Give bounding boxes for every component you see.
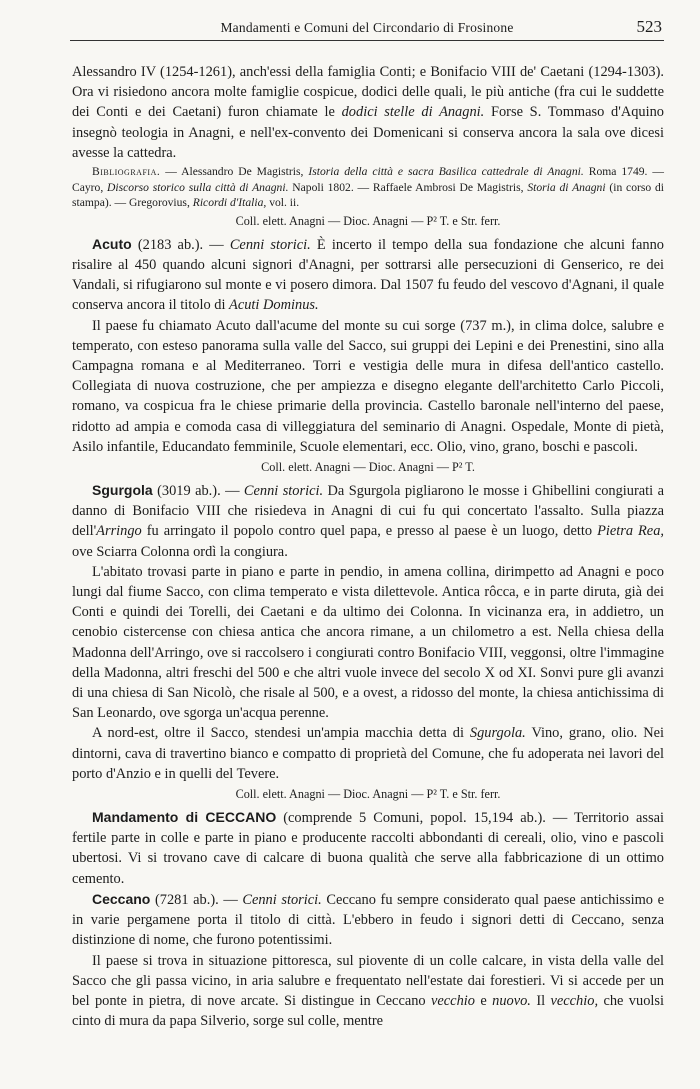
- bibliography-label: Bibliografia.: [92, 165, 161, 179]
- ceccano-heading: Ceccano: [92, 890, 151, 907]
- dodici-stelle-italic: dodici stelle di Anagni.: [341, 104, 485, 121]
- page-number: 523: [636, 17, 662, 36]
- sgurgola-products: A nord-est, oltre il Sacco, stendesi un'ampia macchia detta di Sgurgola. Vino, grano, olio. Nei dintorni, cava di travertino bianco e compatto di proprietà del Comune, che fu adoperata nei lavori del porto d'Anzio e in quelli del Tevere.: [72, 725, 664, 782]
- ceccano-mandamento: Mandamento di CECCANO (comprende 5 Comuni, popol. 15,194 ab.). — Territorio assai fertile parte in colle e parte in piano e producente raccolti abbondanti di cereali, olio, vino e pascoli ubertosi. Vi si trovano cave di calcare di buona qualità che serve alla fabbricazione di un ottimo cemento.: [72, 809, 664, 887]
- acuto-electoral-line: Coll. elett. Anagni — Dioc. Anagni — P² T.: [261, 460, 475, 475]
- acuto-heading: Acuto: [92, 235, 132, 252]
- sgurgola-description: L'abitato trovasi parte in piano e parte in pendio, in amena collina, dirimpetto ad Anagni e poco lungi dal fiume Sacco, con clima temperato e vista dilettevole. Antica rôcca, e in parte diruta, già dei Conti e quindi dei Torelli, dei Caetani e da ultimo dei Colonna. In vicinanza era, in addietro, un cenobio cistercense con chiesa antica che ancora rimane, a un chilometro a est. Nella chiesa della Madonna dell'Arringo, ove si raccolsero i congiurati contro Bonifacio VIII, veggonsi, oltre l'immagine della Madonna, altri freschi del 500 e che altri vuole invece del secolo X od XI. Sonvi pure gli avanzi di una chiesa di San Nicolò, che risale al 500, e a ovest, a ridosso del monte, la chiesa antichissima di San Leonardo, ove sgorga un'acqua perenne.: [72, 563, 664, 722]
- acuto-entry: Acuto (2183 ab.). — Cenni storici. È incerto il tempo della sua fondazione che alcuni fanno risalire al 450 quando alcuni signori d'Anagni, per sottrarsi alle persecuzioni di Genserico, re dei Vandali, si rifugiarono sul monte e vi posero dimora. Dal 1507 fu feudo del vescovo d'Agnani, il quale conserva ancora il titolo di Acuti Dominus.: [72, 235, 664, 314]
- running-title: Mandamenti e Comuni del Circondario di Frosinone: [220, 20, 514, 35]
- running-header: [70, 14, 664, 41]
- mandamento-heading: Mandamento di CECCANO: [92, 809, 277, 826]
- bibliography: Bibliografia. — Alessandro De Magistris, Istoria della città e sacra Basilica cattedrale di Anagni. Roma 1749. — Cayro, Discorso storico sulla città di Anagni. Napoli 1802. — Raffaele Ambrosi De Magistris, Storia di Anagni (in corso di stampa). — Gregorovius, Ricordi d'Italia, vol. ii.: [72, 165, 664, 210]
- sgurgola-electoral-line: Coll. elett. Anagni — Dioc. Anagni — P² T. e Str. ferr.: [235, 787, 501, 802]
- acuto-description: Il paese fu chiamato Acuto dall'acume del monte su cui sorge (737 m.), in clima dolce, salubre e temperato, con esteso panorama sulla valle del Sacco, sui gruppi dei Lepini e dei Prenestini, sino alla Campagna romana e al Mediterraneo. Torri e vestigia delle mura in difesa dell'antico castello. Collegiata di nuova costruzione, che per ampiezza e disegno elegante dell'architetto Carlo Piccoli, romano, va cospicua fra le chiese primarie della provincia. Castello baronale nell'interno del paese, ridotto ad ampia e comoda casa di villeggiatura del seminario di Anagni. Ospedale, Monte di pietà, Asilo infantile, Educandato femminile, Scuole elementari, ecc. Olio, vino, grano, boschi e pascoli.: [72, 317, 664, 455]
- sgurgola-entry: Sgurgola (3019 ab.). — Cenni storici. Da Sgurgola pigliarono le mosse i Ghibellini congiurati a danno di Bonifacio VIII che risiedeva in Anagni di cui fu qui concertato l'assalto. Sulla piazza dell'Arringo fu arringato il popolo contro quel papa, e presso al paese è un luogo, detto Pietra Rea, ove Sciarra Colonna ordì la congiura.: [72, 482, 664, 560]
- page-body: [72, 62, 664, 1031]
- sgurgola-heading: Sgurgola: [92, 482, 153, 499]
- ceccano-entry: Ceccano (7281 ab.). — Cenni storici. Ceccano fu sempre considerato qual paese antichissimo e in varie pergamene porta il titolo di città. L'ebbero in feudo i signori detti di Ceccano, senza distinzione di nome, che furono potentissimi.: [72, 890, 664, 949]
- anagni-paragraph: Alessandro IV (1254-1261), anch'essi della famiglia Conti; e Bonifacio VIII de' Caetani (1294-1303). Ora vi risiedono ancora molte famiglie cospicue, dodici delle quali, le più antiche (fra cui le suddette dei Conti e dei Caetani) furon chiamate le dodici stelle di Anagni. Forse S. Tommaso d'Aquino insegnò teologia in Anagni, e nell'ex-convento dei Domenicani si conserva ancora la sala ove dicesi avesse la cattedra.: [72, 64, 664, 161]
- ceccano-description: Il paese si trova in situazione pittoresca, sul piovente di un colle calcare, in vista della valle del Sacco che gli passa vicino, in aria salubre e frequentato nell'estate dai forestieri. Vi si accede per un bel ponte in pietra, di nove arcate. Si distingue in Ceccano vecchio e nuovo. Il vecchio, che vuolsi cinto di mura da papa Silverio, sorge sul colle, mentre: [72, 952, 664, 1030]
- anagni-electoral-line: Coll. elett. Anagni — Dioc. Anagni — P² T. e Str. ferr.: [235, 213, 501, 228]
